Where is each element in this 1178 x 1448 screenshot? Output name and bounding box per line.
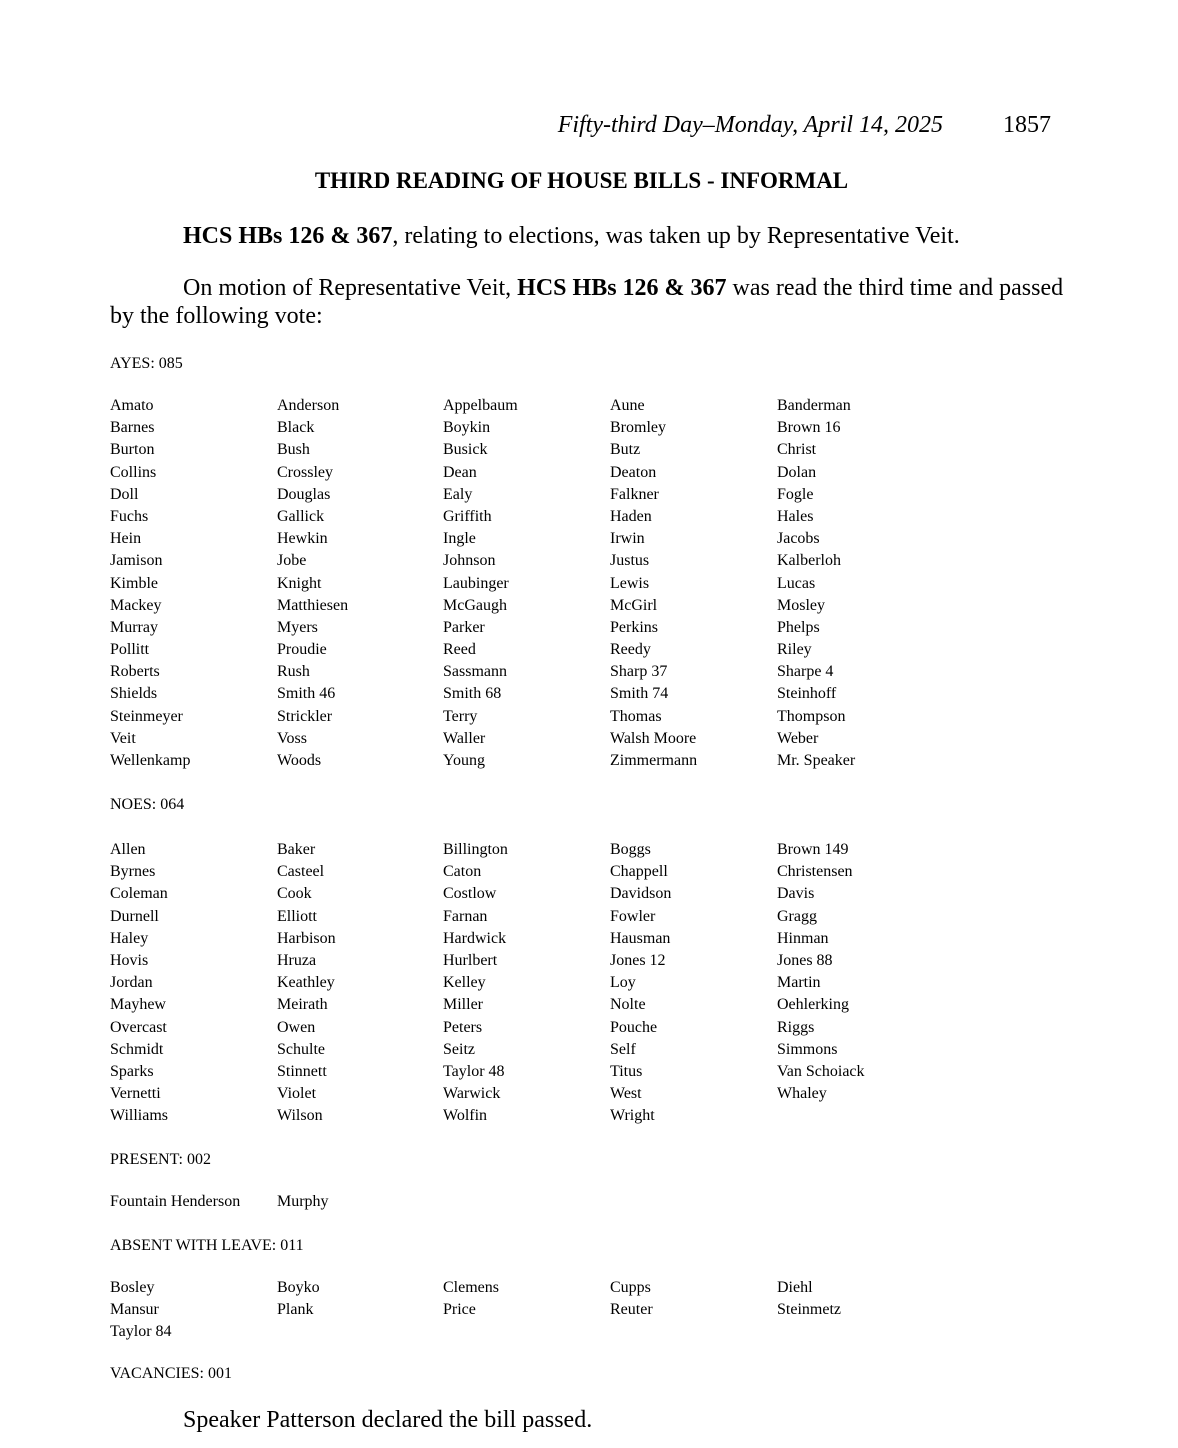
bill-id: HCS HBs 126 & 367 (183, 223, 393, 249)
member-name: Titus (610, 1062, 643, 1080)
member-name: Stinnett (277, 1062, 327, 1080)
name-row (110, 441, 1010, 463)
paragraph-text: was read the third time and passed by the following vote: (110, 275, 1064, 329)
paragraph-motion (110, 274, 1070, 330)
name-row (110, 841, 1010, 863)
page-header (0, 112, 1178, 142)
name-row (110, 974, 1010, 996)
member-name: Williams (110, 1107, 169, 1125)
member-name: Vernetti (110, 1085, 161, 1103)
member-name: Oehlerking (777, 996, 849, 1014)
name-row (110, 1085, 1010, 1107)
name-row (110, 552, 1010, 574)
member-name: Riggs (777, 1018, 815, 1036)
member-name: Miller (443, 996, 483, 1014)
member-name: Simmons (777, 1040, 838, 1058)
member-name: Owen (277, 1018, 316, 1036)
name-row (110, 641, 1010, 663)
member-name: Sparks (110, 1062, 154, 1080)
ayes-list (110, 397, 1010, 774)
member-name: Riley (777, 641, 812, 659)
member-name: Appelbaum (443, 397, 518, 414)
name-row (110, 1301, 1010, 1323)
member-name: Doll (110, 485, 139, 503)
name-row (110, 1193, 1010, 1215)
member-name: Butz (610, 441, 641, 459)
member-name: Davis (777, 885, 815, 903)
member-name: Jones 12 (610, 951, 666, 969)
member-name: Hein (110, 530, 142, 548)
member-name: Amato (110, 397, 154, 414)
member-name: Hruza (277, 951, 317, 969)
member-name: Woods (277, 752, 322, 769)
member-name: Black (277, 419, 315, 437)
paragraph-bill-taken-up (110, 222, 1070, 250)
member-name: Farnan (443, 907, 488, 925)
member-name: Taylor 84 (110, 1323, 172, 1341)
member-name: Dean (443, 463, 477, 481)
member-name: Martin (777, 974, 821, 992)
member-name: Anderson (277, 397, 340, 414)
closing-statement: Speaker Patterson declared the bill passed. (183, 1407, 593, 1433)
member-name: Van Schoiack (777, 1062, 865, 1080)
member-name: Billington (443, 841, 508, 858)
member-name: Falkner (610, 485, 659, 503)
name-row (110, 708, 1010, 730)
member-name: Overcast (110, 1018, 167, 1036)
member-name: Myers (277, 618, 318, 636)
noes-label: NOES: 064 (110, 796, 185, 813)
name-row (110, 419, 1010, 441)
absent-label: ABSENT WITH LEAVE: 011 (110, 1237, 304, 1254)
member-name: Haley (110, 929, 149, 947)
member-name: Weber (777, 729, 819, 747)
member-name: Thomas (610, 707, 662, 725)
name-row (110, 597, 1010, 619)
member-name: Hurlbert (443, 951, 498, 969)
member-name: Wellenkamp (110, 752, 191, 769)
member-name: Diehl (777, 1279, 813, 1296)
name-row (110, 908, 1010, 930)
member-name: Christ (777, 441, 817, 459)
member-name: Christensen (777, 863, 853, 881)
member-name: Cook (277, 885, 312, 903)
member-name: Aune (610, 397, 645, 414)
member-name: Voss (277, 729, 307, 747)
member-name: Brown 16 (777, 419, 841, 437)
member-name: Reuter (610, 1301, 653, 1319)
member-name: Banderman (777, 397, 851, 414)
member-name: Hales (777, 507, 814, 525)
member-name: Strickler (277, 707, 333, 725)
member-name: McGirl (610, 596, 658, 614)
member-name: Meirath (277, 996, 328, 1014)
member-name: Smith 68 (443, 685, 502, 703)
member-name: Smith 46 (277, 685, 336, 703)
member-name: Boykin (443, 419, 491, 437)
member-name: Harbison (277, 929, 336, 947)
member-name: Schulte (277, 1040, 325, 1058)
member-name: West (610, 1085, 642, 1103)
name-row (110, 1323, 1010, 1345)
member-name: Loy (610, 974, 636, 992)
member-name: Matthiesen (277, 596, 349, 614)
member-name: Knight (277, 574, 322, 592)
member-name: Warwick (443, 1085, 501, 1103)
member-name: Durnell (110, 907, 159, 925)
member-name: Mosley (777, 596, 825, 614)
noes-list (110, 841, 1010, 1129)
member-name: Terry (443, 707, 478, 725)
member-name: Self (610, 1040, 636, 1058)
member-name: Caton (443, 863, 482, 881)
name-row (110, 1041, 1010, 1063)
name-row (110, 685, 1010, 707)
member-name: Davidson (610, 885, 672, 903)
member-name: Roberts (110, 663, 160, 681)
name-row (110, 752, 1010, 774)
name-row (110, 730, 1010, 752)
member-name: Jobe (277, 552, 307, 570)
member-name: Keathley (277, 974, 335, 992)
vacancies-label: VACANCIES: 001 (110, 1365, 232, 1382)
paragraph-text: On motion of Representative Veit, (183, 275, 518, 301)
member-name: Reed (443, 641, 476, 659)
member-name: Baker (277, 841, 316, 858)
member-name: Justus (610, 552, 650, 570)
member-name: Pouche (610, 1018, 658, 1036)
name-row (110, 863, 1010, 885)
member-name: Fuchs (110, 507, 149, 525)
member-name: Johnson (443, 552, 496, 570)
member-name: Sharp 37 (610, 663, 668, 681)
name-row (110, 885, 1010, 907)
member-name: Violet (277, 1085, 317, 1103)
member-name: Price (443, 1301, 476, 1319)
name-row (110, 930, 1010, 952)
member-name: Murphy (277, 1193, 329, 1210)
bill-id: HCS HBs 126 & 367 (517, 275, 727, 301)
member-name: Bosley (110, 1279, 155, 1296)
member-name: Hausman (610, 929, 671, 947)
member-name: Fogle (777, 485, 814, 503)
member-name: Kimble (110, 574, 158, 592)
member-name: Dolan (777, 463, 817, 481)
member-name: Schmidt (110, 1040, 164, 1058)
name-row (110, 1063, 1010, 1085)
member-name: Lewis (610, 574, 650, 592)
member-name: Parker (443, 618, 485, 636)
member-name: Thompson (777, 707, 846, 725)
member-name: Whaley (777, 1085, 827, 1103)
name-row (110, 619, 1010, 641)
member-name: Byrnes (110, 863, 156, 881)
member-name: Jamison (110, 552, 163, 570)
name-row (110, 952, 1010, 974)
member-name: Steinhoff (777, 685, 837, 703)
section-title: THIRD READING OF HOUSE BILLS - INFORMAL (314, 168, 849, 193)
member-name: Nolte (610, 996, 646, 1014)
member-name: Coleman (110, 885, 168, 903)
member-name: Bromley (610, 419, 666, 437)
member-name: Smith 74 (610, 685, 669, 703)
member-name: Rush (277, 663, 310, 681)
member-name: Crossley (277, 463, 333, 481)
member-name: Irwin (610, 530, 645, 548)
member-name: Fountain Henderson (110, 1193, 241, 1210)
member-name: Pollitt (110, 641, 150, 659)
member-name: Ealy (443, 485, 473, 503)
member-name: Jones 88 (777, 951, 833, 969)
name-row (110, 663, 1010, 685)
member-name: Collins (110, 463, 157, 481)
member-name: Allen (110, 841, 146, 858)
member-name: Young (443, 752, 485, 769)
member-name: Gallick (277, 507, 325, 525)
page-number: 1857 (1003, 112, 1051, 138)
name-row (110, 464, 1010, 486)
present-label: PRESENT: 002 (110, 1151, 211, 1168)
name-row (110, 1279, 1010, 1301)
member-name: Fowler (610, 907, 656, 925)
member-name: Barnes (110, 419, 155, 437)
name-row (110, 486, 1010, 508)
name-row (110, 508, 1010, 530)
member-name: Ingle (443, 530, 476, 548)
absent-list (110, 1279, 1010, 1346)
member-name: Plank (277, 1301, 314, 1319)
member-name: Douglas (277, 485, 331, 503)
member-name: Burton (110, 441, 155, 459)
member-name: Cupps (610, 1279, 651, 1296)
member-name: Sassmann (443, 663, 507, 681)
member-name: Hovis (110, 951, 149, 969)
paragraph-text: , relating to elections, was taken up by Representative Veit. (392, 223, 960, 249)
member-name: Hewkin (277, 530, 328, 548)
member-name: Boyko (277, 1279, 320, 1296)
member-name: Phelps (777, 618, 820, 636)
member-name: Griffith (443, 507, 492, 525)
member-name: Boggs (610, 841, 651, 858)
member-name: Haden (610, 507, 652, 525)
member-name: Bush (277, 441, 310, 459)
member-name: Kelley (443, 974, 486, 992)
member-name: Shields (110, 685, 158, 703)
member-name: Walsh Moore (610, 729, 697, 747)
member-name: Steinmetz (777, 1301, 841, 1319)
name-row (110, 397, 1010, 419)
member-name: Laubinger (443, 574, 509, 592)
member-name: Wright (610, 1107, 655, 1125)
member-name: Taylor 48 (443, 1062, 505, 1080)
member-name: Casteel (277, 863, 325, 881)
member-name: Mackey (110, 596, 162, 614)
member-name: Costlow (443, 885, 497, 903)
member-name: Mansur (110, 1301, 159, 1319)
member-name: Wolfin (443, 1107, 488, 1125)
name-row (110, 1019, 1010, 1041)
name-row (110, 575, 1010, 597)
member-name: Busick (443, 441, 488, 459)
member-name: Perkins (610, 618, 658, 636)
member-name: Murray (110, 618, 158, 636)
member-name: Steinmeyer (110, 707, 183, 725)
member-name: Proudie (277, 641, 327, 659)
member-name: Veit (110, 729, 136, 747)
member-name: Zimmermann (610, 752, 698, 769)
member-name: Wilson (277, 1107, 323, 1125)
member-name: Mayhew (110, 996, 166, 1014)
member-name: Hinman (777, 929, 829, 947)
member-name: Waller (443, 729, 486, 747)
member-name: Lucas (777, 574, 816, 592)
name-row (110, 996, 1010, 1018)
name-row (110, 530, 1010, 552)
ayes-label: AYES: 085 (110, 355, 183, 372)
member-name: Jacobs (777, 530, 820, 548)
member-name: Chappell (610, 863, 668, 881)
member-name: Jordan (110, 974, 153, 992)
member-name: Brown 149 (777, 841, 849, 858)
member-name: Peters (443, 1018, 483, 1036)
member-name: Hardwick (443, 929, 507, 947)
member-name: Deaton (610, 463, 657, 481)
member-name: Seitz (443, 1040, 475, 1058)
member-name: Sharpe 4 (777, 663, 834, 681)
member-name: Reedy (610, 641, 651, 659)
member-name: Mr. Speaker (777, 752, 856, 769)
member-name: Clemens (443, 1279, 499, 1296)
member-name: Gragg (777, 907, 817, 925)
header-day-date: Fifty-third Day–Monday, April 14, 2025 (557, 112, 943, 138)
member-name: Kalberloh (777, 552, 841, 570)
member-name: McGaugh (443, 596, 507, 614)
present-list (110, 1193, 1010, 1215)
name-row (110, 1107, 1010, 1129)
member-name: Elliott (277, 907, 317, 925)
